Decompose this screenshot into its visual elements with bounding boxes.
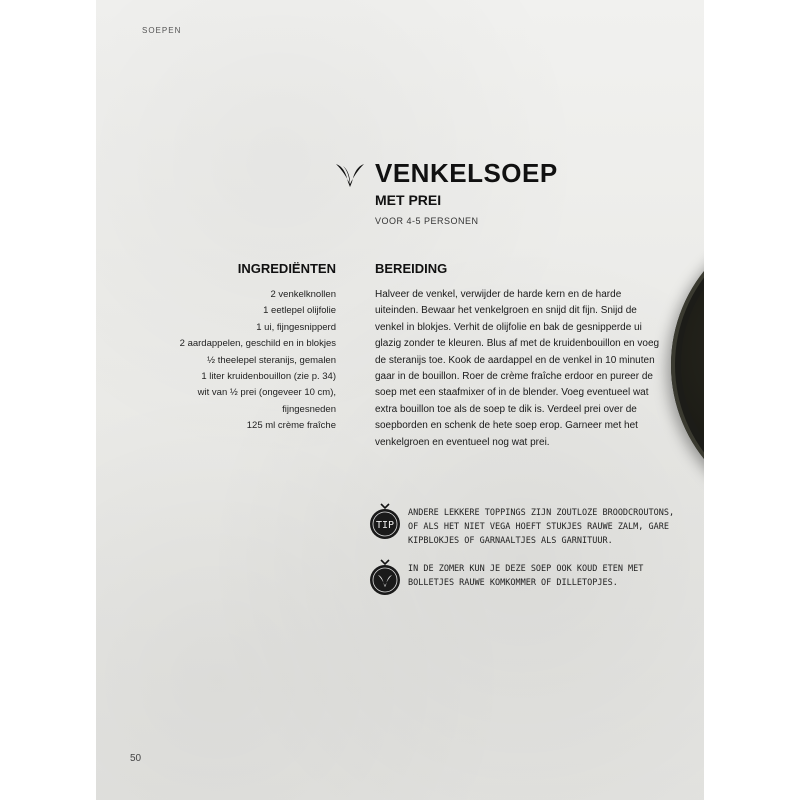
- tip-badge-label: TIP: [375, 520, 395, 531]
- cookbook-page: [96, 0, 704, 800]
- preparation-heading: BEREIDING: [375, 261, 448, 276]
- tip-badge-icon: [368, 502, 402, 540]
- page-number: 50: [130, 753, 142, 764]
- leaf-logo-icon: [334, 158, 366, 190]
- tip-text: IN DE ZOMER KUN JE DEZE SOEP OOK KOUD ETEN MET BOLLETJES RAUWE KOMKOMMER OF DILLETOPJES.: [408, 564, 644, 588]
- ingredient-item: fijngesneden: [282, 403, 336, 415]
- ingredient-item: 125 ml crème fraîche: [246, 420, 336, 432]
- servings-label: VOOR 4-5 PERSONEN: [375, 216, 479, 226]
- section-label: SOEPEN: [142, 26, 182, 35]
- soup-bowl-image: [671, 215, 704, 515]
- bowl-interior: [681, 229, 704, 499]
- leaf-badge-icon: [368, 558, 402, 596]
- ingredient-item: 1 eetlepel olijfolie: [263, 305, 336, 317]
- ingredients-list: [136, 287, 336, 435]
- ingredient-item: 2 aardappelen, geschild en in blokjes: [179, 338, 336, 350]
- ingredient-item: 1 liter kruidenbouillon (zie p. 34): [201, 371, 336, 383]
- recipe-subtitle: MET PREI: [375, 192, 442, 208]
- preparation-text: Halveer de venkel, verwijder de harde kern en de harde uiteinden. Bewaar het venkelgroen en snijd dit fijn. Snijd de venkel in blokjes. Verhit de olijfolie en bak de gesnipperde ui glazig zonder te kleuren. Blus af met de kruidenbouillon en voeg de steranijs toe. Kook de aardappel en de venkel in 10 minuten gaar in de bouillon. Roer de crème fraîche erdoor en pureer de soep met een staafmixer of in de blender. Voeg eventueel wat extra bouillon toe als de soep te dik is. Verdeel prei over de soepborden en schenk de hete soep erop. Garneer met het venkelgroen en eventueel nog wat prei.: [375, 289, 660, 448]
- ingredients-heading: INGREDIËNTEN: [237, 261, 336, 276]
- recipe-title: VENKELSOEP: [375, 158, 558, 188]
- ingredient-item: 1 ui, fijngesnipperd: [256, 321, 336, 333]
- tip-text: ANDERE LEKKERE TOPPINGS ZIJN ZOUTLOZE BROODCROUTONS, OF ALS HET NIET VEGA HOEFT STUKJES RAUWE ZALM, GARE KIPBLOKJES OF GARNAALTJES ALS GARNITUUR.: [408, 508, 675, 546]
- ingredient-item: 2 venkelknollen: [270, 289, 336, 300]
- ingredient-item: ½ theelepel steranijs, gemalen: [207, 354, 336, 366]
- ingredient-item: wit van ½ prei (ongeveer 10 cm),: [197, 387, 336, 399]
